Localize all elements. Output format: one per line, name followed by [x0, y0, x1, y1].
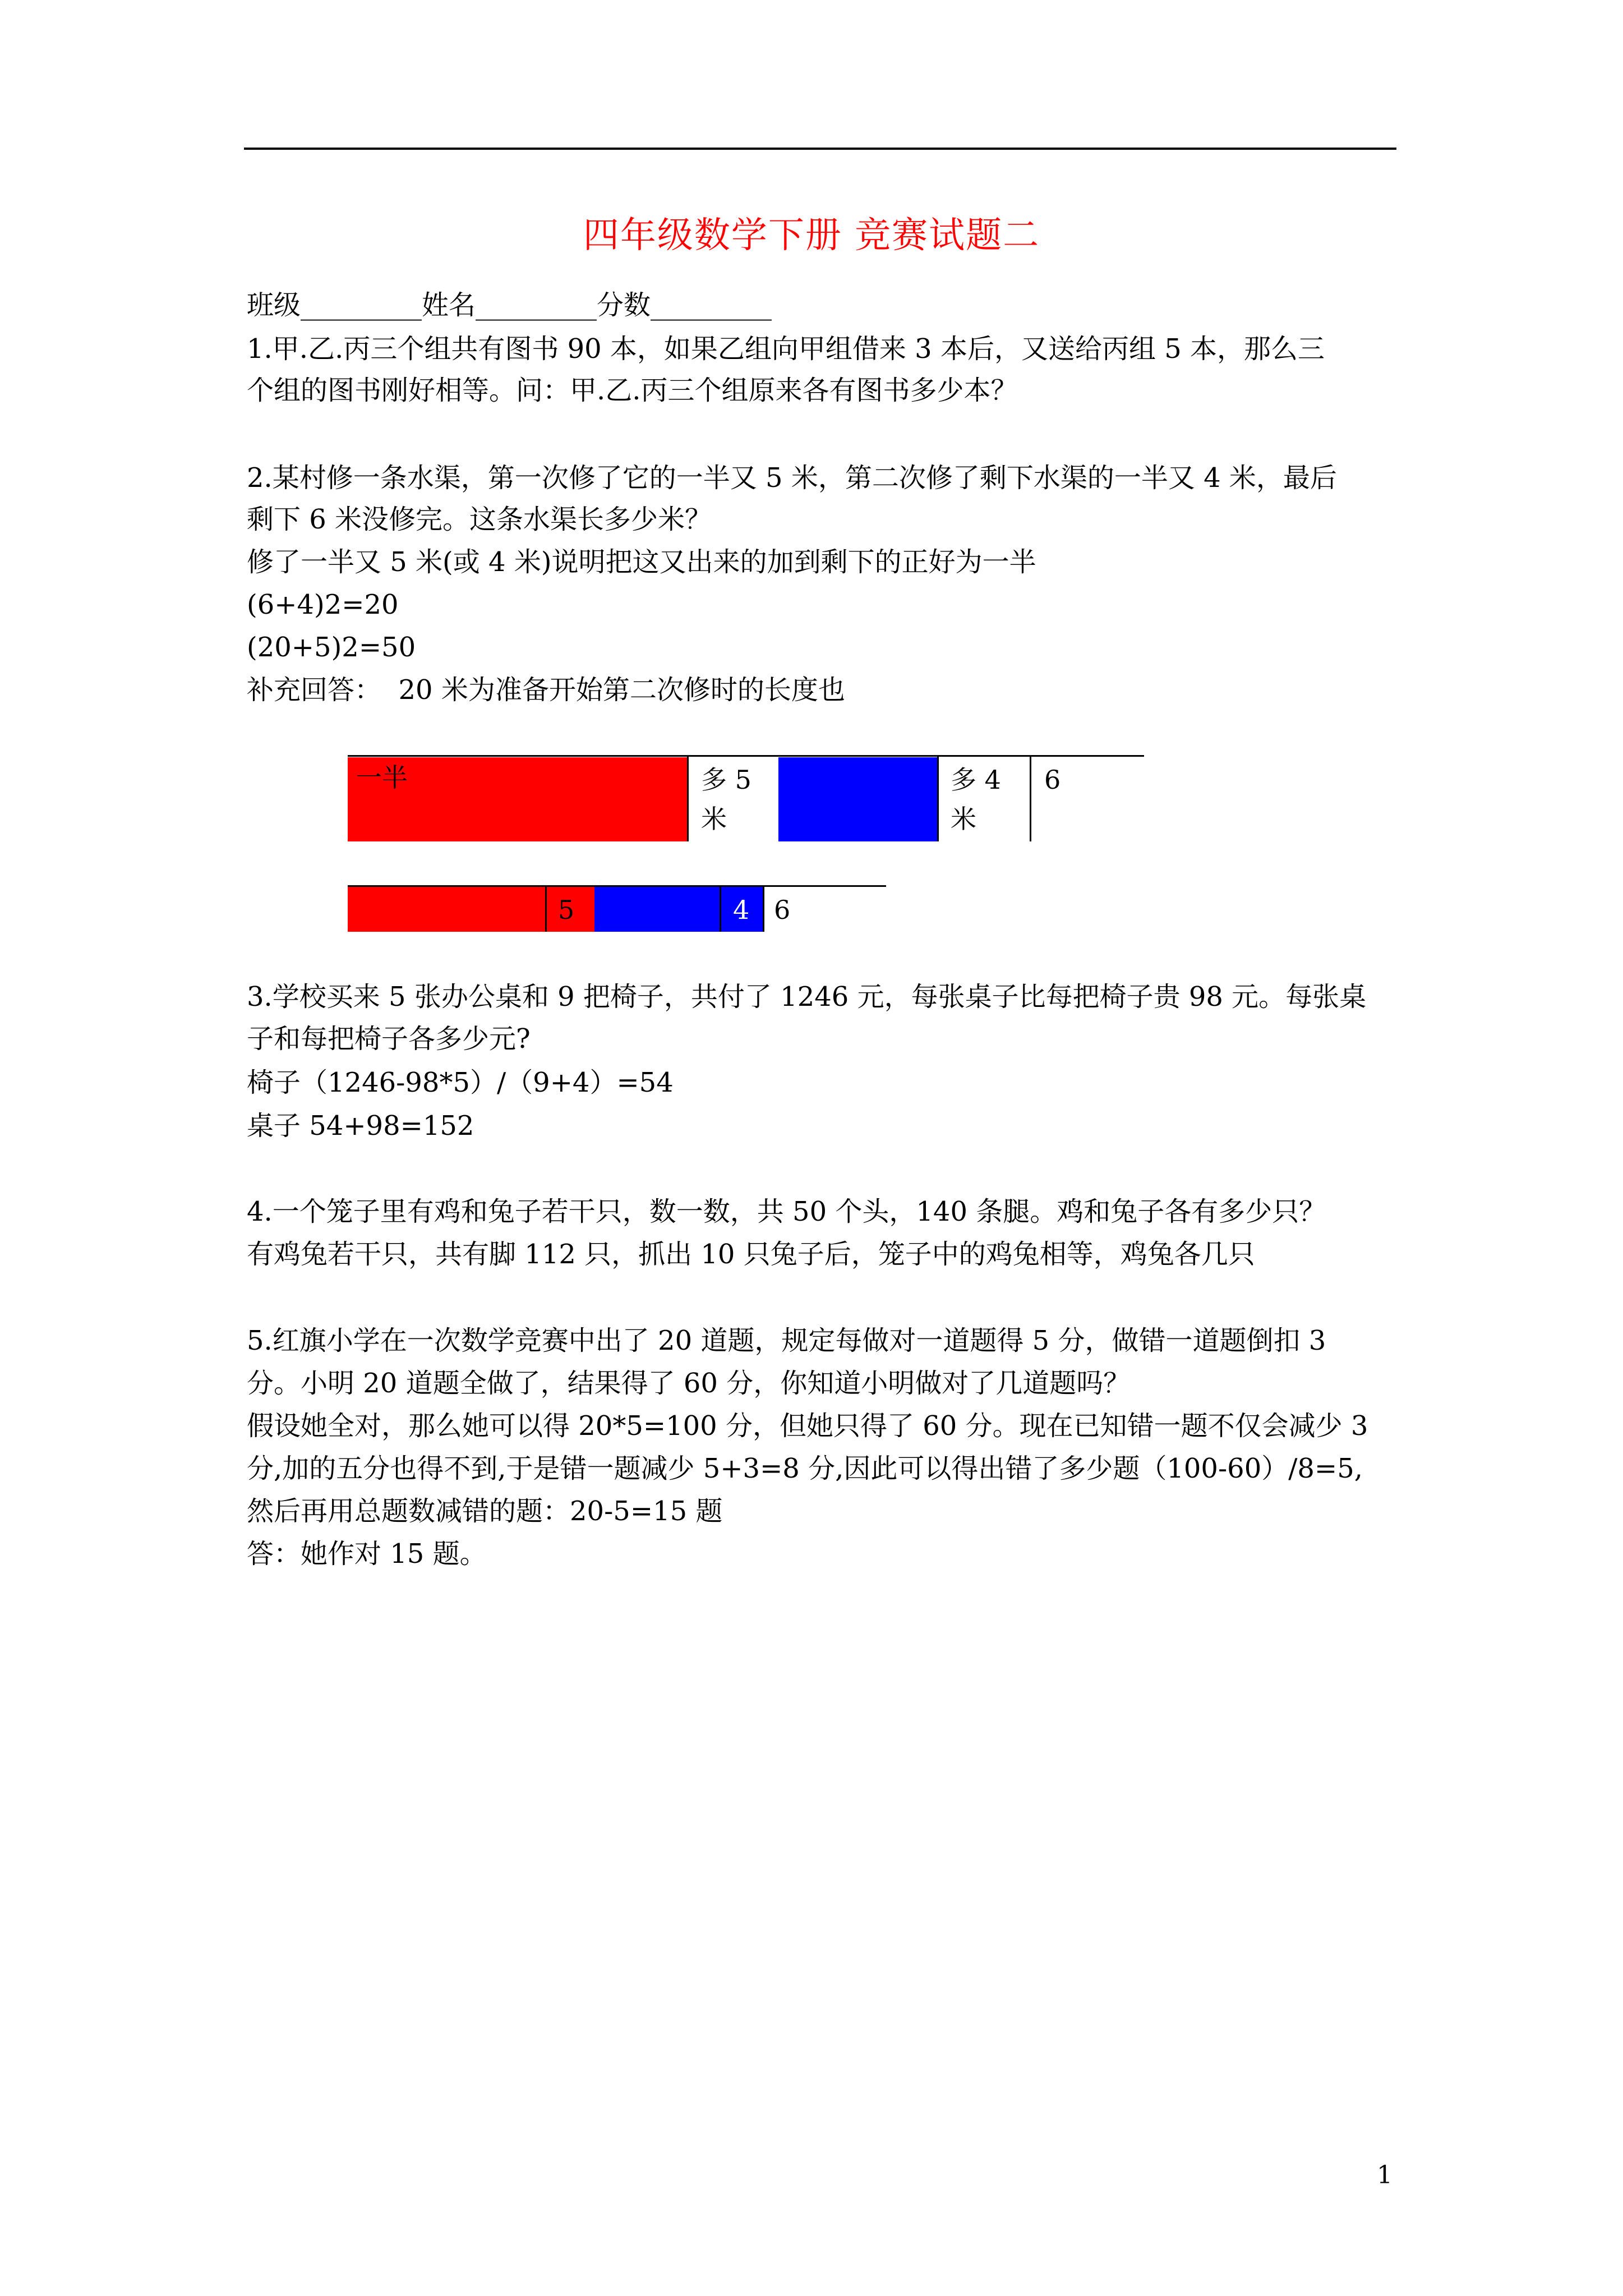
diagram2-red-segment: [348, 887, 594, 932]
diagram1-remain-label: 6: [1044, 765, 1061, 795]
diagram2-divider: [720, 887, 721, 932]
diagram2-divider: [545, 887, 547, 932]
q2-calc2: (20+5)2=50: [247, 632, 416, 663]
q2-line2: 剩下 6 米没修完。这条水渠长多少米？: [247, 504, 712, 535]
q2-calc1: (6+4)2=20: [247, 589, 399, 620]
q2-supplement: 补充回答： 20 米为准备开始第二次修时的长度也: [247, 674, 845, 706]
q3-line1: 3.学校买来 5 张办公桌和 9 把椅子，共付了 1246 元，每张桌子比每把椅子贵 98 元。每张桌: [247, 981, 1367, 1013]
diagram1-extra5-line1: 多 5: [701, 765, 751, 795]
q3-calc2: 桌子 54+98=152: [247, 1110, 474, 1142]
diagram1-top-line: [348, 755, 1144, 757]
diagram2-six-label: 6: [774, 895, 791, 925]
diagram1-half-label: 一半: [356, 762, 408, 793]
diagram1-divider: [937, 755, 939, 841]
q1-line1: 1.甲.乙.丙三个组共有图书 90 本，如果乙组向甲组借来 3 本后，又送给丙组 5 本，那么三: [247, 333, 1325, 365]
q1-line2: 个组的图书刚好相等。问：甲.乙.丙三个组原来各有图书多少本？: [247, 375, 1018, 406]
q5-line4: 分,加的五分也得不到,于是错一题减少 5+3=8 分,因此可以得出错了多少题（100-60）/8=5,: [247, 1453, 1363, 1484]
fill-in-line: 班级_________姓名_________分数_________: [247, 289, 772, 321]
q4-line2: 有鸡兔若干只，共有脚 112 只，抓出 10 只兔子后，笼子中的鸡兔相等，鸡兔各几只: [247, 1239, 1255, 1270]
q5-line2: 分。小明 20 道题全做了，结果得了 60 分，你知道小明做对了几道题吗？: [247, 1368, 1131, 1399]
document-title: 四年级数学下册 竞赛试题二: [583, 215, 1040, 256]
q5-line1: 5.红旗小学在一次数学竞赛中出了 20 道题，规定每做对一道题得 5 分，做错一道题倒扣 3: [247, 1325, 1326, 1356]
diagram1-extra5-line2: 米: [701, 804, 727, 834]
diagram2-divider: [763, 887, 764, 932]
diagram1-extra4-line2: 米: [951, 804, 976, 834]
q2-line1: 2.某村修一条水渠，第一次修了它的一半又 5 米，第二次修了剩下水渠的一半又 4 米，最后: [247, 462, 1337, 494]
q5-line5: 然后再用总题数减错的题：20-5=15 题: [247, 1496, 723, 1527]
page-number: 1: [1377, 2161, 1393, 2189]
diagram2-four-label: 4: [733, 895, 750, 925]
q2-note: 修了一半又 5 米(或 4 米)说明把这又出来的加到剩下的正好为一半: [247, 546, 1036, 578]
diagram1-divider: [1030, 755, 1031, 841]
diagram1-extra4-line1: 多 4: [951, 765, 1001, 795]
q5-line3: 假设她全对，那么她可以得 20*5=100 分，但她只得了 60 分。现在已知错一题不仅会减少 3: [247, 1410, 1368, 1442]
q4-line1: 4.一个笼子里有鸡和兔子若干只，数一数，共 50 个头，140 条腿。鸡和兔子各有多少只？: [247, 1196, 1326, 1227]
diagram1-divider: [687, 755, 689, 841]
diagram2-five-label: 5: [558, 895, 575, 925]
header-rule: [244, 148, 1396, 150]
q5-answer: 答：她作对 15 题。: [247, 1538, 487, 1570]
q3-calc1: 椅子（1246-98*5）/（9+4）=54: [247, 1067, 674, 1098]
diagram1-blue-segment: [778, 757, 937, 841]
q3-line2: 子和每把椅子各多少元?: [247, 1023, 531, 1055]
